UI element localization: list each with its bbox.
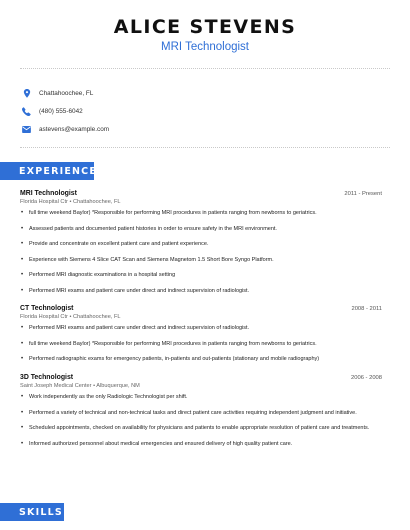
mail-icon [22, 125, 31, 134]
job-title: CT Technologist [20, 305, 74, 312]
job-entry [20, 305, 382, 371]
job-bullets [20, 393, 382, 448]
job-bullet: • Experience with Siemens 4 Slice CAT Scan and Siemens Magnetom 1.5 Short Bore Syngo Platform. [20, 256, 382, 264]
job-dates: 2011 - Present [344, 191, 382, 197]
contact-email [22, 120, 382, 138]
job-entry [20, 374, 382, 455]
experience-heading [0, 162, 98, 180]
job-bullet: • Performed MRI diagnostic examinations in a hospital setting [20, 271, 382, 279]
job-employer-line: Florida Hospital Ctr • Chattahoochee, FL [20, 314, 121, 320]
job-bullet: • Performed a variety of technical and non-technical tasks and direct patient care activities requiring independent judgment and initiative. [20, 409, 382, 417]
job-bullet: • Provide and concentrate on excellent patient care and patient experience. [20, 240, 382, 248]
job-location: Albuquerque, NM [96, 383, 140, 389]
experience-heading-text: EXPERIENCE [19, 165, 98, 177]
job-bullet: • Assessed patients and documented patient histories in order to ensure safety in the MRI environment. [20, 225, 382, 233]
skills-heading [0, 503, 64, 521]
candidate-title: MRI Technologist [161, 41, 249, 53]
job-employer: Florida Hospital Ctr [20, 199, 68, 205]
contact-phone [22, 102, 382, 120]
job-bullet: • full time weekend Baylor) *Responsible for performing MRI procedures in patients ranging from newborns to geriatrics. [20, 340, 382, 348]
contact-location [22, 84, 382, 102]
job-bullet: • full time weekend Baylor) *Responsible for performing MRI procedures in patients ranging from newborns to geriatrics. [20, 209, 382, 217]
contact-divider [20, 147, 390, 148]
job-employer-line: Saint Joseph Medical Center • Albuquerque, NM [20, 383, 140, 389]
job-bullet: • Performed MRI exams and patient care under direct and indirect supervision of radiologist. [20, 287, 382, 295]
job-entry [20, 190, 382, 302]
candidate-name: ALICE STEVENS [113, 16, 297, 38]
job-bullet: • Scheduled appointments, checked on availability for physicians and patients to enable appropriate resolution of patient care and treatments. [20, 424, 382, 432]
job-location: Chattahoochee, FL [72, 199, 121, 205]
job-bullet: • Performed MRI exams and patient care under direct and indirect supervision of radiologist. [20, 324, 382, 332]
contact-location-text: Chattahoochee, FL [39, 89, 94, 97]
job-bullet: • Informed authorized personnel about medical emergencies and ensured delivery of high quality patient care. [20, 440, 382, 448]
job-bullet: • Performed radiographic exams for emergency patients, in-patients and out-patients (stationary and mobile radiography) [20, 355, 382, 363]
resume-header [0, 15, 410, 54]
job-title: MRI Technologist [20, 190, 77, 197]
job-bullets [20, 324, 382, 363]
job-dates: 2006 - 2008 [351, 375, 382, 381]
job-employer: Saint Joseph Medical Center [20, 383, 92, 389]
contact-list [22, 84, 382, 138]
job-employer: Florida Hospital Ctr [20, 314, 68, 320]
job-bullet: • Work independently as the only Radiologic Technologist per shift. [20, 393, 382, 401]
header-divider [20, 68, 390, 69]
skills-heading-text: SKILLS [19, 506, 63, 518]
job-employer-line: Florida Hospital Ctr • Chattahoochee, FL [20, 199, 121, 205]
phone-icon [22, 107, 31, 116]
contact-email-text: astevens@example.com [39, 125, 110, 133]
contact-phone-text: (480) 555-6042 [39, 107, 83, 115]
job-dates: 2008 - 2011 [351, 306, 382, 312]
job-title: 3D Technologist [20, 374, 74, 381]
job-location: Chattahoochee, FL [72, 314, 121, 320]
location-pin-icon [22, 89, 31, 98]
job-bullets [20, 209, 382, 295]
